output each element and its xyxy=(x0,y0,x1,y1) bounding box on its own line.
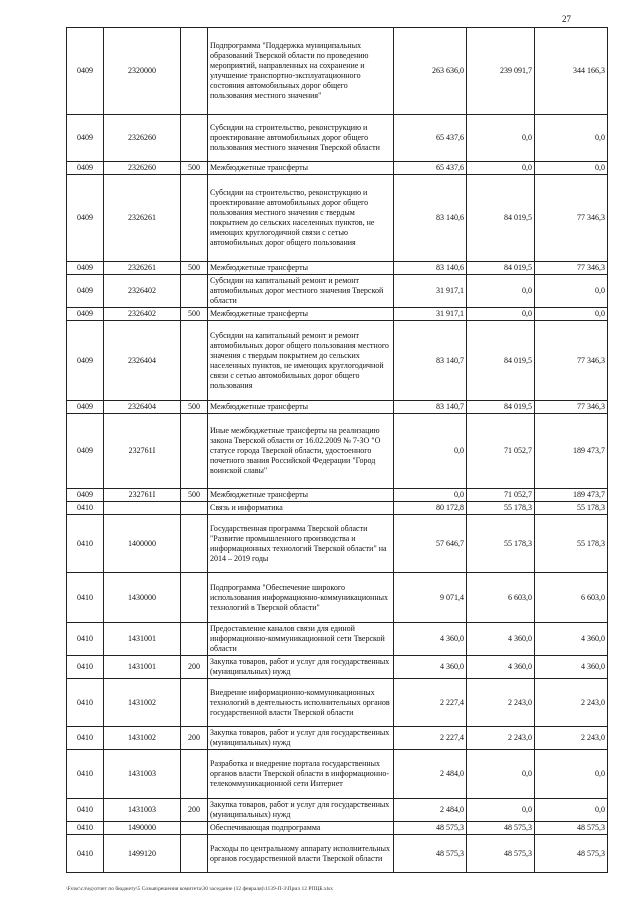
table-row xyxy=(67,321,608,401)
expense-type-code xyxy=(181,623,208,656)
section-code: 0410 xyxy=(67,515,104,573)
item-name: Связь и информатика xyxy=(208,502,394,515)
amount-year-3: 77 346,3 xyxy=(535,262,608,275)
amount-year-2: 6 603,0 xyxy=(467,573,535,623)
amount-year-3: 77 346,3 xyxy=(535,401,608,414)
expense-type-code: 500 xyxy=(181,262,208,275)
amount-year-2: 0,0 xyxy=(467,799,535,822)
amount-year-3: 77 346,3 xyxy=(535,321,608,401)
table-row xyxy=(67,750,608,799)
target-article-code: 2326260 xyxy=(104,162,181,175)
amount-year-3: 0,0 xyxy=(535,799,608,822)
amount-year-1: 83 140,7 xyxy=(394,401,467,414)
target-article-code: 2326402 xyxy=(104,275,181,308)
amount-year-3: 344 166,3 xyxy=(535,28,608,115)
amount-year-3: 4 360,0 xyxy=(535,656,608,679)
expense-type-code xyxy=(181,28,208,115)
amount-year-3: 2 243,0 xyxy=(535,679,608,727)
table-row xyxy=(67,115,608,162)
expense-type-code xyxy=(181,515,208,573)
amount-year-1: 263 636,0 xyxy=(394,28,467,115)
target-article-code: 1400000 xyxy=(104,515,181,573)
target-article-code: 232761I xyxy=(104,414,181,489)
expense-type-code xyxy=(181,822,208,835)
table-row xyxy=(67,679,608,727)
amount-year-3: 48 575,3 xyxy=(535,835,608,873)
target-article-code: 1431002 xyxy=(104,679,181,727)
amount-year-2: 84 019,5 xyxy=(467,401,535,414)
expense-type-code: 200 xyxy=(181,799,208,822)
amount-year-2: 48 575,3 xyxy=(467,835,535,873)
item-name: Иные межбюджетные трансферты на реализацию закона Тверской области от 16.02.2009 № 7-ЗО "О статусе города Тверской области, удостоенного почетного звания Российской Федерации "Город воинской славы" xyxy=(208,414,394,489)
amount-year-2: 0,0 xyxy=(467,750,535,799)
table-row xyxy=(67,656,608,679)
table-row xyxy=(67,308,608,321)
expense-type-code xyxy=(181,502,208,515)
amount-year-3: 0,0 xyxy=(535,115,608,162)
amount-year-1: 4 360,0 xyxy=(394,656,467,679)
item-name: Закупка товаров, работ и услуг для государственных (муниципальных) нужд xyxy=(208,727,394,750)
section-code: 0409 xyxy=(67,28,104,115)
target-article-code: 2326261 xyxy=(104,175,181,262)
table-row xyxy=(67,489,608,502)
expense-type-code xyxy=(181,115,208,162)
amount-year-2: 55 178,3 xyxy=(467,502,535,515)
amount-year-2: 2 243,0 xyxy=(467,727,535,750)
amount-year-1: 2 227,4 xyxy=(394,727,467,750)
amount-year-1: 65 437,6 xyxy=(394,162,467,175)
amount-year-3: 189 473,7 xyxy=(535,414,608,489)
amount-year-3: 4 360,0 xyxy=(535,623,608,656)
amount-year-3: 55 178,3 xyxy=(535,502,608,515)
amount-year-2: 0,0 xyxy=(467,275,535,308)
amount-year-3: 0,0 xyxy=(535,275,608,308)
item-name: Межбюджетные трансферты xyxy=(208,162,394,175)
section-code: 0409 xyxy=(67,162,104,175)
item-name: Субсидии на строительство, реконструкцию и проектирование автомобильных дорог общего пользования местного значения Тверской области xyxy=(208,115,394,162)
section-code: 0409 xyxy=(67,115,104,162)
amount-year-2: 2 243,0 xyxy=(467,679,535,727)
table-row xyxy=(67,162,608,175)
section-code: 0409 xyxy=(67,321,104,401)
item-name: Предоставление каналов связи для единой информационно-коммуникационной сети Тверской области xyxy=(208,623,394,656)
target-article-code: 2326402 xyxy=(104,308,181,321)
table-row xyxy=(67,822,608,835)
item-name: Субсидии на строительство, реконструкцию и проектирование автомобильных дорог общего пользования местного значения с твердым покрытием до сельских населенных пунктов, не имеющих круглогодичной связи с сетью автомобильных дорог общего пользования xyxy=(208,175,394,262)
item-name: Закупка товаров, работ и услуг для государственных (муниципальных) нужд xyxy=(208,799,394,822)
target-article-code: 2326404 xyxy=(104,321,181,401)
expense-type-code xyxy=(181,175,208,262)
expense-type-code xyxy=(181,414,208,489)
budget-table-body xyxy=(67,28,608,873)
section-code: 0410 xyxy=(67,835,104,873)
item-name: Межбюджетные трансферты xyxy=(208,308,394,321)
amount-year-2: 4 360,0 xyxy=(467,656,535,679)
section-code: 0410 xyxy=(67,822,104,835)
table-row xyxy=(67,28,608,115)
expense-type-code xyxy=(181,750,208,799)
table-row xyxy=(67,262,608,275)
amount-year-2: 84 019,5 xyxy=(467,321,535,401)
amount-year-3: 55 178,3 xyxy=(535,515,608,573)
amount-year-2: 84 019,5 xyxy=(467,175,535,262)
target-article-code: 2326260 xyxy=(104,115,181,162)
item-name: Межбюджетные трансферты xyxy=(208,262,394,275)
amount-year-1: 80 172,8 xyxy=(394,502,467,515)
amount-year-2: 71 052,7 xyxy=(467,489,535,502)
section-code: 0409 xyxy=(67,262,104,275)
target-article-code xyxy=(104,502,181,515)
section-code: 0410 xyxy=(67,573,104,623)
table-row xyxy=(67,401,608,414)
amount-year-3: 2 243,0 xyxy=(535,727,608,750)
table-row xyxy=(67,573,608,623)
item-name: Межбюджетные трансферты xyxy=(208,401,394,414)
table-row xyxy=(67,414,608,489)
table-row xyxy=(67,799,608,822)
table-row xyxy=(67,727,608,750)
amount-year-3: 0,0 xyxy=(535,162,608,175)
amount-year-2: 84 019,5 xyxy=(467,262,535,275)
amount-year-1: 2 484,0 xyxy=(394,750,467,799)
target-article-code: 1431003 xyxy=(104,750,181,799)
section-code: 0410 xyxy=(67,799,104,822)
item-name: Субсидии на капитальный ремонт и ремонт автомобильных дорог общего пользования местного значения с твердым покрытием до сельских населенных пунктов, не имеющих круглогодичной связи с сетью автомобильных дорог общего пользования xyxy=(208,321,394,401)
expense-type-code: 200 xyxy=(181,727,208,750)
amount-year-1: 9 071,4 xyxy=(394,573,467,623)
amount-year-3: 0,0 xyxy=(535,750,608,799)
section-code: 0409 xyxy=(67,489,104,502)
item-name: Межбюджетные трансферты xyxy=(208,489,394,502)
amount-year-3: 77 346,3 xyxy=(535,175,608,262)
table-row xyxy=(67,515,608,573)
item-name: Подпрограмма "Поддержка муниципальных образований Тверской области по проведению мероприятий, направленных на сохранение и улучшение транспортно-эксплуатационного состояния автомобильных дорог общего пользования местного значения" xyxy=(208,28,394,115)
section-code: 0409 xyxy=(67,175,104,262)
target-article-code: 1431003 xyxy=(104,799,181,822)
amount-year-1: 2 227,4 xyxy=(394,679,467,727)
target-article-code: 1431001 xyxy=(104,656,181,679)
amount-year-2: 4 360,0 xyxy=(467,623,535,656)
table-row xyxy=(67,275,608,308)
target-article-code: 1431001 xyxy=(104,623,181,656)
section-code: 0410 xyxy=(67,623,104,656)
amount-year-2: 71 052,7 xyxy=(467,414,535,489)
table-row xyxy=(67,623,608,656)
amount-year-3: 189 473,7 xyxy=(535,489,608,502)
item-name: Подпрограмма "Обеспечение широкого использования информационно-коммуникационных технологий в Тверской области" xyxy=(208,573,394,623)
target-article-code: 2326404 xyxy=(104,401,181,414)
target-article-code: 2320000 xyxy=(104,28,181,115)
section-code: 0409 xyxy=(67,414,104,489)
expense-type-code xyxy=(181,573,208,623)
amount-year-1: 31 917,1 xyxy=(394,308,467,321)
expense-type-code xyxy=(181,275,208,308)
amount-year-2: 55 178,3 xyxy=(467,515,535,573)
page-number: 27 xyxy=(562,14,571,24)
amount-year-1: 48 575,3 xyxy=(394,822,467,835)
item-name: Закупка товаров, работ и услуг для государственных (муниципальных) нужд xyxy=(208,656,394,679)
amount-year-1: 0,0 xyxy=(394,414,467,489)
expense-type-code: 500 xyxy=(181,489,208,502)
section-code: 0410 xyxy=(67,502,104,515)
section-code: 0410 xyxy=(67,750,104,799)
section-code: 0409 xyxy=(67,401,104,414)
target-article-code: 2326261 xyxy=(104,262,181,275)
amount-year-1: 2 484,0 xyxy=(394,799,467,822)
amount-year-1: 65 437,6 xyxy=(394,115,467,162)
table-row xyxy=(67,835,608,873)
amount-year-2: 0,0 xyxy=(467,308,535,321)
amount-year-3: 48 575,3 xyxy=(535,822,608,835)
item-name: Государственная программа Тверской области "Развитие промышленного производства и информационных технологий Тверской области" на 2014 – 2019 годы xyxy=(208,515,394,573)
target-article-code: 232761I xyxy=(104,489,181,502)
amount-year-2: 0,0 xyxy=(467,115,535,162)
amount-year-3: 6 603,0 xyxy=(535,573,608,623)
section-code: 0410 xyxy=(67,727,104,750)
file-path-footer: \Fs\вс\сл\ед\отчет по бюджету\5 Созыв\решения комитета\30 заседание (12 февраля)\1139-П-3\Прил 12 РПЦБ.xlsx xyxy=(66,886,334,892)
expense-type-code: 500 xyxy=(181,162,208,175)
target-article-code: 1490000 xyxy=(104,822,181,835)
expense-type-code: 500 xyxy=(181,401,208,414)
amount-year-1: 4 360,0 xyxy=(394,623,467,656)
budget-table xyxy=(66,27,608,873)
amount-year-1: 57 646,7 xyxy=(394,515,467,573)
expense-type-code xyxy=(181,835,208,873)
section-code: 0410 xyxy=(67,656,104,679)
amount-year-2: 239 091,7 xyxy=(467,28,535,115)
amount-year-1: 83 140,6 xyxy=(394,175,467,262)
item-name: Внедрение информационно-коммуникационных технологий в деятельность исполнительных органов государственной власти Тверской области xyxy=(208,679,394,727)
item-name: Расходы по центральному аппарату исполнительных органов государственной власти Тверской области xyxy=(208,835,394,873)
amount-year-2: 0,0 xyxy=(467,162,535,175)
section-code: 0410 xyxy=(67,679,104,727)
expense-type-code: 200 xyxy=(181,656,208,679)
amount-year-1: 31 917,1 xyxy=(394,275,467,308)
amount-year-1: 48 575,3 xyxy=(394,835,467,873)
amount-year-2: 48 575,3 xyxy=(467,822,535,835)
target-article-code: 1499120 xyxy=(104,835,181,873)
amount-year-1: 0,0 xyxy=(394,489,467,502)
expense-type-code xyxy=(181,321,208,401)
amount-year-3: 0,0 xyxy=(535,308,608,321)
target-article-code: 1431002 xyxy=(104,727,181,750)
section-code: 0409 xyxy=(67,275,104,308)
expense-type-code: 500 xyxy=(181,308,208,321)
item-name: Обеспечивающая подпрограмма xyxy=(208,822,394,835)
table-row xyxy=(67,175,608,262)
item-name: Субсидии на капитальный ремонт и ремонт автомобильных дорог местного значения Тверской области xyxy=(208,275,394,308)
target-article-code: 1430000 xyxy=(104,573,181,623)
amount-year-1: 83 140,7 xyxy=(394,321,467,401)
table-row xyxy=(67,502,608,515)
expense-type-code xyxy=(181,679,208,727)
item-name: Разработка и внедрение портала государственных органов власти Тверской области в информационно-телекоммуникационной сети Интернет xyxy=(208,750,394,799)
section-code: 0409 xyxy=(67,308,104,321)
amount-year-1: 83 140,6 xyxy=(394,262,467,275)
